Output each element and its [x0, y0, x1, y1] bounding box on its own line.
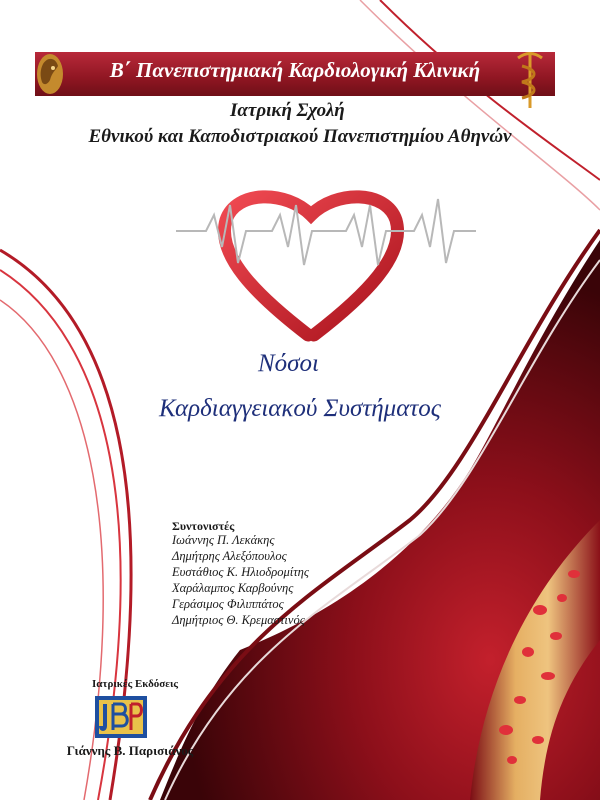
coordinators-label: Συντονιστές	[172, 519, 235, 533]
heart-ecg-icon	[176, 185, 476, 345]
coordinator-name: Δημήτριος Θ. Κρεμαστινός	[172, 613, 305, 627]
university-name: Εθνικού και Καποδιστριακού Πανεπιστημίου Αθηνών	[88, 126, 512, 147]
book-title-line1: Νόσοι	[258, 350, 319, 377]
coordinator-name: Δημήτρης Αλεξόπουλος	[172, 549, 287, 563]
clinic-name: Β΄ Πανεπιστημιακή Καρδιολογική Κλινική	[109, 58, 481, 82]
coordinator-name: Ευστάθιος Κ. Ηλιοδρομίτης	[172, 565, 309, 579]
publisher-logo-icon	[95, 696, 147, 738]
publisher-label: Ιατρικές Εκδόσεις	[91, 678, 179, 690]
coordinator-name: Ιωάννης Π. Λεκάκης	[172, 533, 275, 547]
book-title-line2: Καρδιαγγειακού Συστήματος	[159, 395, 441, 422]
coordinator-name: Γεράσιμος Φιλιππάτος	[172, 597, 284, 611]
athena-emblem-icon	[34, 50, 66, 98]
coordinator-name: Χαράλαμπος Καρβούνης	[172, 581, 294, 595]
publisher-name: Γιάννης Β. Παρισιάνος	[66, 743, 194, 758]
school-name: Ιατρική Σχολή	[230, 100, 345, 121]
